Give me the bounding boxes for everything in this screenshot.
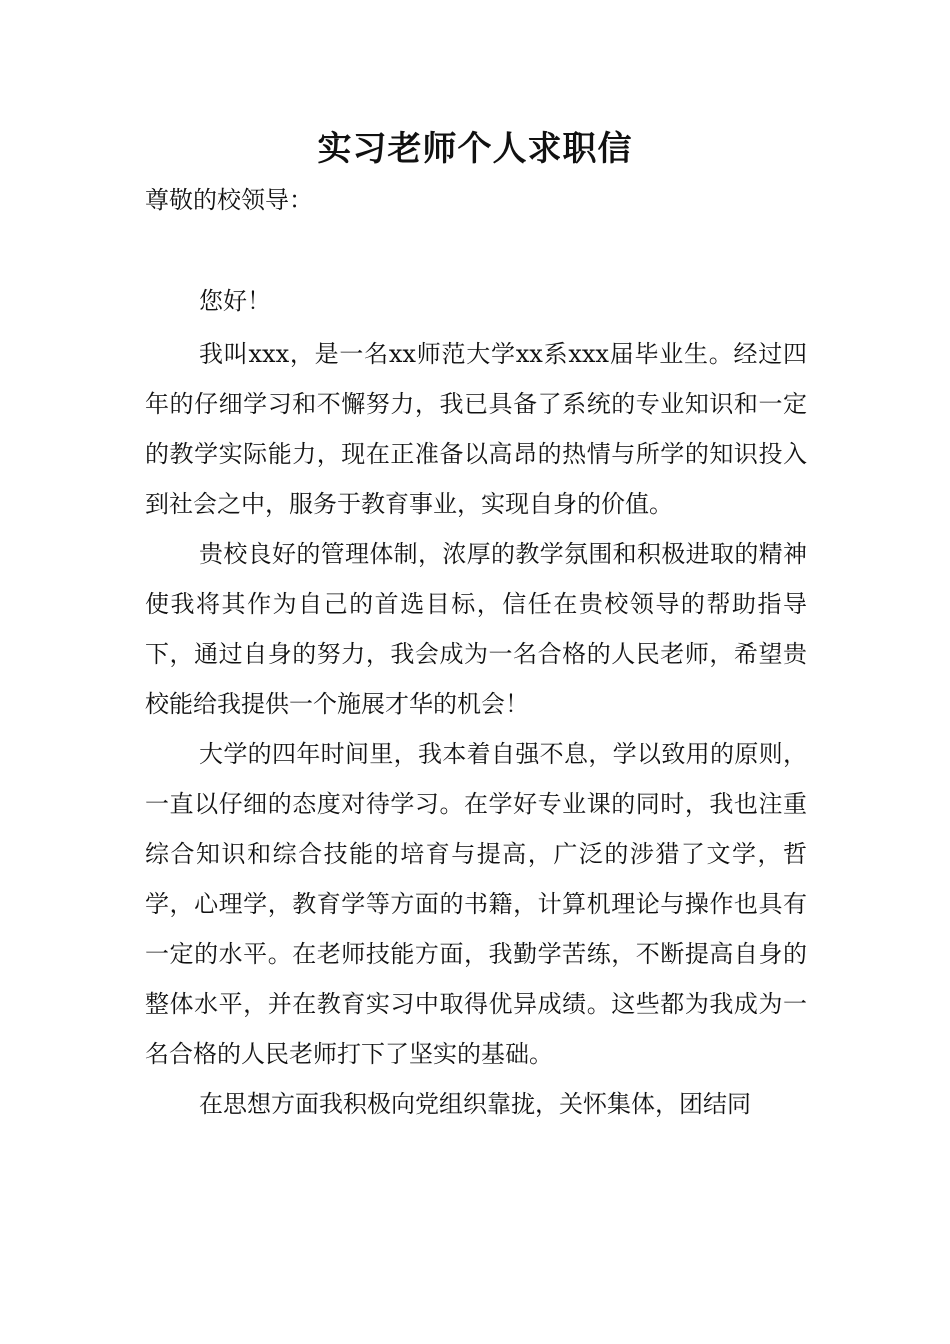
letter-body [145,279,807,1129]
paragraph-ideology: 在思想方面我积极向党组织靠拢，关怀集体，团结同 [199,1090,751,1118]
paragraph-university-study: 大学的四年时间里，我本着自强不息，学以致用的原则，一直以仔细的态度对待学习。在学好专业课的同时，我也注重综合知识和综合技能的培育与提高，广泛的涉猎了文学，哲学，心理学，教育学等方面的书籍，计算机理论与操作也具有一定的水平。在老师技能方面，我勤学苦练，不断提高自身的整体水平，并在教育实习中取得优异成绩。这些都为我成为一名合格的人民老师打下了坚实的基础。 [145,740,807,1068]
paragraph-school-choice: 贵校良好的管理体制，浓厚的教学氛围和积极进取的精神使我将其作为自己的首选目标，信任在贵校领导的帮助指导下，通过自身的努力，我会成为一名合格的人民老师，希望贵校能给我提供一个施展才华的机会！ [145,540,807,718]
paragraph-introduction: 我叫xxx，是一名xx师范大学xx系xxx届毕业生。经过四年的仔细学习和不懈努力，我已具备了系统的专业知识和一定的教学实际能力，现在正准备以高昂的热情与所学的知识投入到社会之中，服务于教育事业，实现自身的价值。 [145,340,807,518]
document-title: 实习老师个人求职信 [317,129,633,169]
greeting: 您好！ [199,287,271,315]
salutation: 尊敬的校领导： [145,186,313,214]
